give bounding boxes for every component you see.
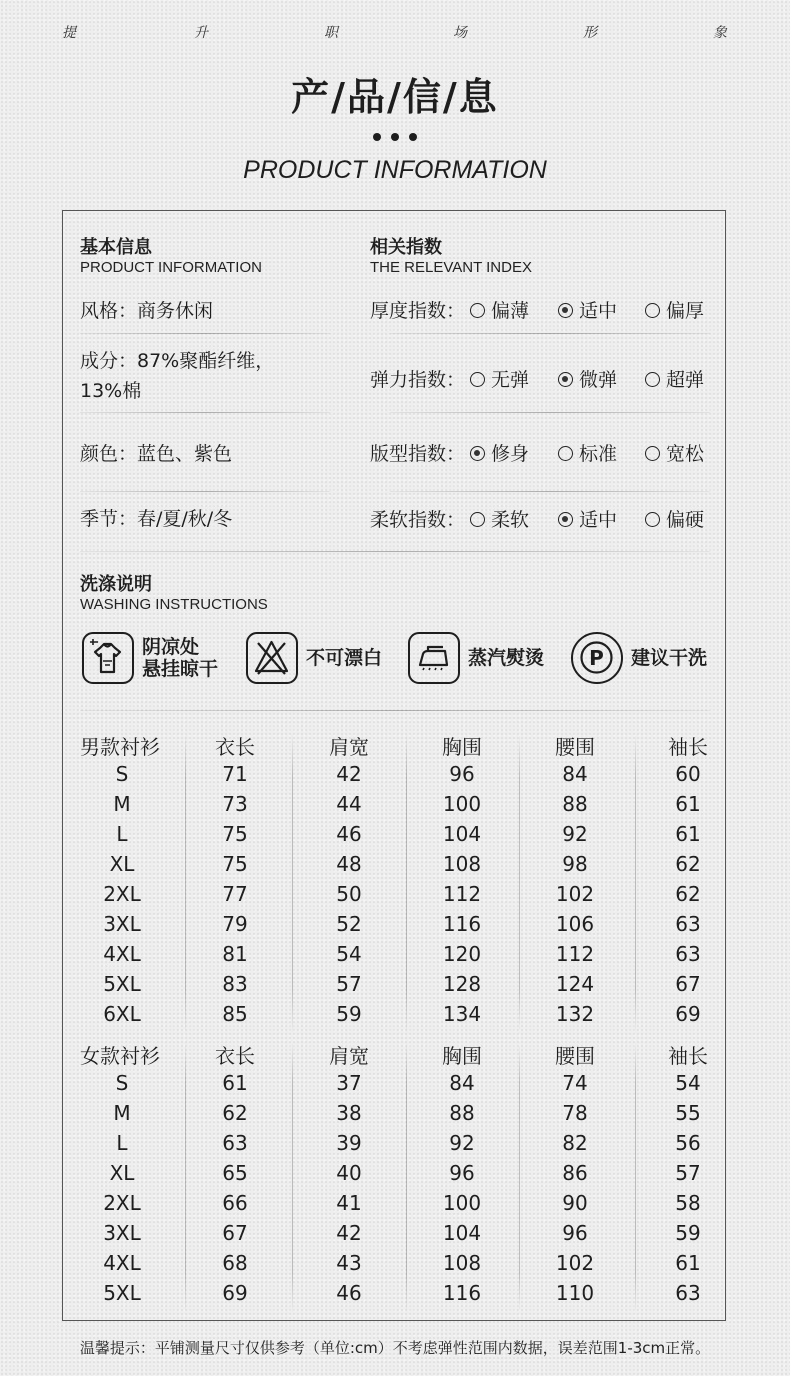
wash-label-line2: 悬挂晾干	[142, 658, 219, 680]
size-cell: 56	[675, 1131, 701, 1155]
size-label: 4XL	[103, 942, 141, 966]
size-cell: 69	[222, 1281, 248, 1305]
size-cell: 52	[336, 912, 362, 936]
size-cell: 59	[336, 1002, 362, 1026]
size-table-title: 女款衬衫	[80, 1044, 160, 1068]
radio-selected-icon	[470, 446, 485, 461]
size-cell: 58	[675, 1191, 701, 1215]
size-cell: 104	[442, 1221, 482, 1245]
size-cell: 102	[555, 1251, 595, 1275]
size-cell: 43	[336, 1251, 362, 1275]
radio-icon	[470, 372, 485, 387]
radio-icon	[645, 512, 660, 527]
size-cell: 61	[675, 1251, 701, 1275]
size-cell: 57	[675, 1161, 701, 1185]
size-cell: 71	[222, 762, 248, 786]
size-cell: 120	[442, 942, 482, 966]
index-heading: 相关指数	[370, 237, 442, 258]
size-cell: 78	[562, 1101, 588, 1125]
size-cell: 88	[449, 1101, 475, 1125]
index-row-fit	[370, 439, 710, 467]
size-cell: 46	[336, 822, 362, 846]
divider	[390, 333, 710, 334]
size-cell: 73	[222, 792, 248, 816]
index-label: 弹力指数：	[370, 369, 466, 391]
size-cell: 75	[222, 852, 248, 876]
index-option: 宽松	[645, 439, 704, 466]
size-cell: 85	[222, 1002, 248, 1026]
steam-iron-icon	[408, 632, 460, 684]
size-cell: 108	[442, 1251, 482, 1275]
size-cell: 42	[336, 762, 362, 786]
radio-icon	[470, 303, 485, 318]
radio-icon	[470, 512, 485, 527]
size-cell: 108	[442, 852, 482, 876]
tagline-char: 提	[62, 25, 76, 41]
tagline	[0, 22, 790, 42]
size-cell: 69	[675, 1002, 701, 1026]
size-cell: 59	[675, 1221, 701, 1245]
title-dots-divider	[0, 126, 790, 145]
tagline-char: 升	[194, 25, 208, 41]
index-option: 适中	[558, 505, 617, 532]
size-label: 2XL	[103, 882, 141, 906]
size-table-header: 衣长	[215, 735, 255, 759]
size-cell: 90	[562, 1191, 588, 1215]
size-cell: 86	[562, 1161, 588, 1185]
wash-label: 不可漂白	[306, 647, 383, 669]
size-cell: 54	[675, 1071, 701, 1095]
size-cell: 96	[449, 762, 475, 786]
wash-label: 建议干洗	[631, 647, 708, 669]
dry-clean-p-icon	[571, 632, 623, 684]
size-table-header: 肩宽	[329, 1044, 369, 1068]
size-cell: 54	[336, 942, 362, 966]
size-cell: 61	[222, 1071, 248, 1095]
wash-item-no-bleach	[246, 632, 396, 686]
size-table-header: 肩宽	[329, 735, 369, 759]
size-cell: 81	[222, 942, 248, 966]
size-label: 3XL	[103, 912, 141, 936]
size-cell: 67	[222, 1221, 248, 1245]
svg-text:P: P	[589, 646, 604, 670]
size-table-header: 腰围	[555, 735, 595, 759]
size-label: S	[115, 762, 129, 786]
index-label: 柔软指数：	[370, 509, 466, 531]
size-cell: 96	[449, 1161, 475, 1185]
size-cell: 38	[336, 1101, 362, 1125]
size-label: 6XL	[103, 1002, 141, 1026]
index-option: 适中	[558, 296, 617, 323]
style-info: 风格：商务休闲	[80, 300, 214, 322]
size-table-header: 衣长	[215, 1044, 255, 1068]
divider	[80, 710, 710, 711]
size-cell: 63	[675, 912, 701, 936]
season-info: 季节：春/夏/秋/冬	[80, 508, 233, 530]
size-label: XL	[109, 1161, 135, 1185]
page-subtitle: PRODUCT INFORMATION	[243, 156, 547, 184]
size-label: S	[115, 1071, 129, 1095]
basic-info-heading: 基本信息	[80, 237, 152, 258]
wash-item-dry-clean	[571, 632, 721, 686]
size-cell: 102	[555, 882, 595, 906]
divider	[80, 412, 330, 413]
wash-label: 蒸汽熨烫	[468, 647, 545, 669]
material-info-line2: 13%棉	[80, 380, 142, 402]
divider	[390, 412, 710, 413]
index-option: 无弹	[470, 365, 529, 392]
wash-item-hang-dry	[82, 632, 232, 686]
divider	[80, 333, 330, 334]
size-label: M	[113, 792, 131, 816]
size-cell: 100	[442, 792, 482, 816]
size-table-title: 男款衬衫	[80, 735, 160, 759]
size-label: 5XL	[103, 972, 141, 996]
size-cell: 92	[449, 1131, 475, 1155]
size-cell: 62	[675, 882, 701, 906]
size-cell: 66	[222, 1191, 248, 1215]
size-cell: 83	[222, 972, 248, 996]
index-option: 偏厚	[645, 296, 704, 323]
size-cell: 48	[336, 852, 362, 876]
index-row-thickness	[370, 296, 710, 324]
material-info-line1: 成分：87%聚酯纤维，	[80, 350, 275, 372]
size-cell: 40	[336, 1161, 362, 1185]
size-cell: 128	[442, 972, 482, 996]
size-cell: 39	[336, 1131, 362, 1155]
index-row-softness	[370, 505, 710, 533]
size-cell: 134	[442, 1002, 482, 1026]
size-label: 4XL	[103, 1251, 141, 1275]
washing-heading-en: WASHING INSTRUCTIONS	[80, 596, 268, 613]
size-cell: 62	[222, 1101, 248, 1125]
index-option: 偏薄	[470, 296, 529, 323]
size-cell: 100	[442, 1191, 482, 1215]
size-label: 5XL	[103, 1281, 141, 1305]
footer-note: 温馨提示：平铺测量尺寸仅供参考（单位:cm）不考虑弹性范围内数据，误差范围1-3cm正常。	[79, 1339, 711, 1357]
size-cell: 110	[555, 1281, 595, 1305]
size-table-header: 胸围	[442, 735, 482, 759]
size-cell: 41	[336, 1191, 362, 1215]
radio-icon	[645, 372, 660, 387]
index-option: 超弹	[645, 365, 704, 392]
size-label: 2XL	[103, 1191, 141, 1215]
divider	[390, 491, 710, 492]
radio-icon	[645, 303, 660, 318]
index-option: 修身	[470, 439, 529, 466]
size-table-header: 腰围	[555, 1044, 595, 1068]
size-table-header: 袖长	[668, 1044, 708, 1068]
color-info: 颜色：蓝色、紫色	[80, 443, 233, 465]
radio-icon	[645, 446, 660, 461]
hang-dry-shade-icon	[82, 632, 134, 684]
size-cell: 60	[675, 762, 701, 786]
size-cell: 112	[442, 882, 482, 906]
size-cell: 104	[442, 822, 482, 846]
basic-info-heading-en: PRODUCT INFORMATION	[80, 259, 262, 276]
size-table-header: 胸围	[442, 1044, 482, 1068]
size-label: M	[113, 1101, 131, 1125]
washing-heading: 洗涤说明	[80, 574, 152, 595]
size-cell: 42	[336, 1221, 362, 1245]
size-cell: 63	[675, 1281, 701, 1305]
size-cell: 116	[442, 1281, 482, 1305]
index-label: 版型指数：	[370, 443, 466, 465]
radio-icon	[558, 446, 573, 461]
size-cell: 37	[336, 1071, 362, 1095]
wash-item-steam-iron	[408, 632, 558, 686]
index-label: 厚度指数：	[370, 300, 466, 322]
tagline-char: 形	[583, 25, 597, 41]
tagline-char: 职	[324, 25, 338, 41]
size-cell: 63	[675, 942, 701, 966]
index-option: 标准	[558, 439, 617, 466]
no-bleach-icon	[246, 632, 298, 684]
size-cell: 92	[562, 822, 588, 846]
size-label: XL	[109, 852, 135, 876]
wash-label-line1: 阴凉处	[142, 636, 200, 658]
size-label: L	[116, 1131, 128, 1155]
size-cell: 50	[336, 882, 362, 906]
size-cell: 44	[336, 792, 362, 816]
size-cell: 46	[336, 1281, 362, 1305]
size-cell: 96	[562, 1221, 588, 1245]
tagline-char: 象	[713, 25, 727, 41]
divider	[80, 551, 710, 552]
size-cell: 74	[562, 1071, 588, 1095]
size-cell: 55	[675, 1101, 701, 1125]
size-cell: 77	[222, 882, 248, 906]
size-cell: 63	[222, 1131, 248, 1155]
size-cell: 75	[222, 822, 248, 846]
radio-selected-icon	[558, 303, 573, 318]
divider	[80, 491, 330, 492]
size-label: 3XL	[103, 1221, 141, 1245]
size-cell: 132	[555, 1002, 595, 1026]
size-cell: 116	[442, 912, 482, 936]
size-cell: 61	[675, 792, 701, 816]
index-option: 柔软	[470, 505, 529, 532]
size-cell: 82	[562, 1131, 588, 1155]
size-cell: 98	[562, 852, 588, 876]
size-cell: 124	[555, 972, 595, 996]
size-cell: 67	[675, 972, 701, 996]
index-option: 微弹	[558, 365, 617, 392]
size-cell: 79	[222, 912, 248, 936]
size-cell: 62	[675, 852, 701, 876]
size-cell: 112	[555, 942, 595, 966]
size-cell: 65	[222, 1161, 248, 1185]
tagline-char: 场	[453, 25, 467, 41]
radio-selected-icon	[558, 512, 573, 527]
size-cell: 68	[222, 1251, 248, 1275]
radio-selected-icon	[558, 372, 573, 387]
page-title: 产/品/信/息	[291, 75, 499, 119]
size-label: L	[116, 822, 128, 846]
size-cell: 88	[562, 792, 588, 816]
size-table-header: 袖长	[668, 735, 708, 759]
size-cell: 84	[562, 762, 588, 786]
size-cell: 106	[555, 912, 595, 936]
size-cell: 84	[449, 1071, 475, 1095]
index-row-elasticity	[370, 365, 710, 393]
size-cell: 61	[675, 822, 701, 846]
index-heading-en: THE RELEVANT INDEX	[370, 259, 532, 276]
index-option: 偏硬	[645, 505, 704, 532]
size-cell: 57	[336, 972, 362, 996]
